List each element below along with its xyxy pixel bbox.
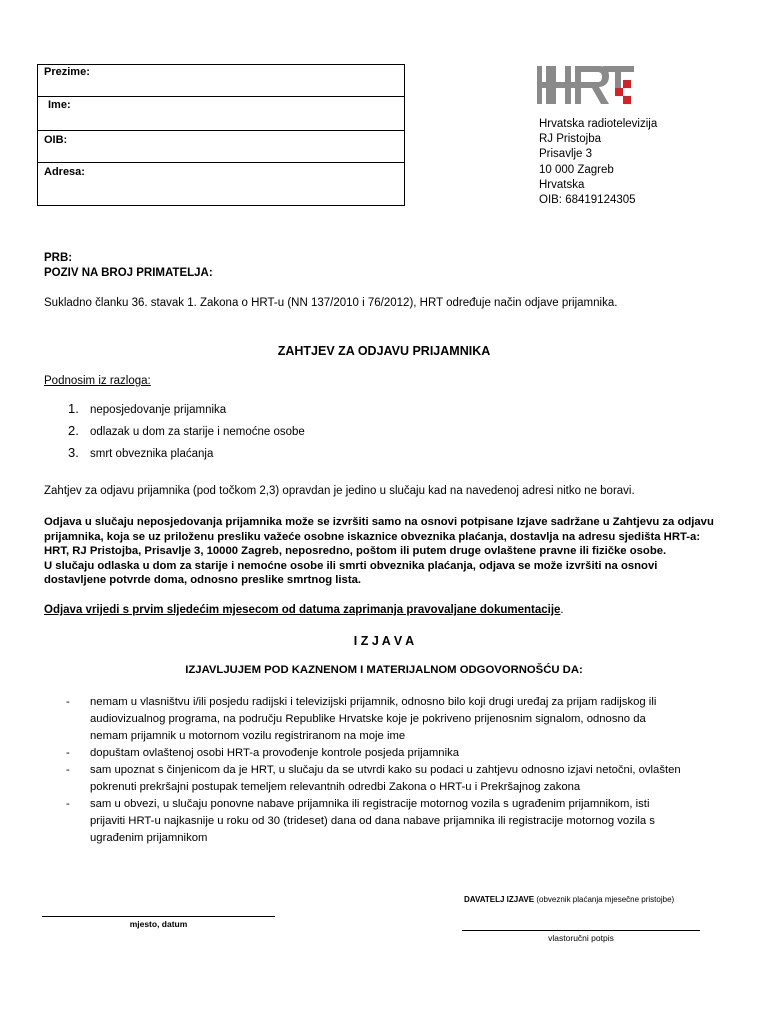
list-item <box>68 445 213 460</box>
paragraph-line: U slučaju odlaska u dom za starije i nemoćne osobe ili smrti obveznika plaćanja, odjava se može izvršiti na osnovi <box>44 559 658 572</box>
oib-label: OIB: <box>44 134 68 146</box>
recipient-line: Prisavlje 3 <box>539 148 593 161</box>
statement-dash: - <box>66 696 70 708</box>
oib-field[interactable] <box>38 131 404 163</box>
paragraph-line: dostavljene potvrde doma, odnosno preslike smrtnog lista. <box>44 574 362 587</box>
izjava-subtitle: IZJAVLJUJEM POD KAZNENOM I MATERIJALNOM ODGOVORNOŠĆU DA: <box>185 664 583 676</box>
recipient-address <box>539 117 657 208</box>
adresa-field[interactable] <box>38 163 404 207</box>
statement-text <box>90 745 710 762</box>
prezime-label: Prezime: <box>44 66 90 78</box>
statement-text <box>90 762 710 796</box>
list-text: smrt obveznika plaćanja <box>90 448 214 460</box>
statement-dash: - <box>66 747 70 759</box>
recipient-line: Hrvatska radiotelevizija <box>539 118 658 130</box>
reasons-heading: Podnosim iz razloga: <box>44 375 151 387</box>
statement-line: sam u obvezi, u slučaju ponovne nabave prijamnika ili registracije motornog vozila s ugrađenim prijamnikom, isti <box>90 798 650 810</box>
signature-line[interactable] <box>462 930 700 931</box>
paragraph-line: Odjava u slučaju neposjedovanja prijamnika može se izvršiti samo na osnovi potpisane Izjave sadržane u Zahtjevu za odjavu <box>44 516 714 528</box>
davatelj-label <box>464 895 674 904</box>
statement-line: nemam prijamnik u motornom vozilu registriranom na moje ime <box>90 729 406 742</box>
odjava-paragraph <box>44 515 744 588</box>
list-number: 3. <box>68 445 79 460</box>
hrt-logo-icon <box>537 66 634 104</box>
paragraph-line: prijamnika, koja se uz priloženu presliku važeće osobne iskaznice obveznika plaćanja, dostavlja na adresu sjedišta HRT-a: <box>44 530 701 543</box>
place-date-label: mjesto, datum <box>129 919 188 929</box>
statement-line: prijaviti HRT-u najkasnije u roku od 30 (trideset) dana od dana nabave prijamnika ili registracije motornog vozila s <box>90 814 655 827</box>
list-item <box>68 401 226 416</box>
applicant-info-box <box>37 64 405 206</box>
list-text: neposjedovanje prijamnika <box>90 404 227 416</box>
davatelj-note: (obveznik plaćanja mjesečne pristojbe) <box>536 895 675 904</box>
list-text: odlazak u dom za starije i nemoćne osobe <box>90 426 305 438</box>
statement-line: audiovizualnog programa, na području Republike Hrvatske koje je pokriveno prijenosnim signalom, odnosno da <box>90 712 646 725</box>
recipient-line: 10 000 Zagreb <box>539 163 614 176</box>
list-item <box>68 423 305 438</box>
ime-label: Ime: <box>48 99 71 111</box>
signature-label: vlastoručni potpis <box>548 933 614 943</box>
prezime-field[interactable] <box>38 65 404 97</box>
recipient-line: Hrvatska <box>539 178 585 191</box>
recipient-line: RJ Pristojba <box>539 133 601 146</box>
statement-line: pokrenuti prekršajni postupak temeljem relevantnih odredbi Zakona o HRT-u i Prekršajnog zakona <box>90 780 581 793</box>
statement-dash: - <box>66 764 70 776</box>
adresa-label: Adresa: <box>44 166 85 178</box>
statement-text <box>90 796 710 846</box>
statement-dash: - <box>66 798 70 810</box>
validity-statement: Odjava vrijedi s prvim sljedećim mjesecom od datuma zaprimanja pravovaljane dokumentacije <box>44 604 561 616</box>
note-text: Zahtjev za odjavu prijamnika (pod točkom 2,3) opravdan je jedino u slučaju kad na navedenoj adresi nitko ne boravi. <box>44 485 635 497</box>
validity-text <box>44 604 564 616</box>
validity-period: . <box>560 604 564 616</box>
izjava-title: I Z J A V A <box>353 634 415 648</box>
statement-line: ugrađenim prijamnikom <box>90 831 208 844</box>
statement-line: dopuštam ovlaštenoj osobi HRT-a provođenje kontrole posjeda prijamnika <box>90 747 460 759</box>
intro-text: Sukladno članku 36. stavak 1. Zakona o HRT-u (NN 137/2010 i 76/2012), HRT određuje način odjave prijamnika. <box>44 297 618 309</box>
page-title: ZAHTJEV ZA ODJAVU PRIJAMNIKA <box>277 344 491 358</box>
paragraph-line: HRT, RJ Pristojba, Prisavlje 3, 10000 Zagreb, neposredno, poštom ili putem druge ovlaštene pravne ili fizičke osobe. <box>44 545 667 558</box>
statement-text <box>90 694 710 744</box>
list-number: 2. <box>68 423 79 438</box>
poziv-label: POZIV NA BROJ PRIMATELJA: <box>44 267 213 279</box>
recipient-line: OIB: 68419124305 <box>539 194 636 207</box>
statement-line: nemam u vlasništvu i/ili posjedu radijski i televizijski prijamnik, odnosno bilo koji drugi uređaj za prijam radijskog ili <box>90 696 657 708</box>
davatelj-title: DAVATELJ IZJAVE <box>464 895 535 904</box>
ime-field[interactable] <box>38 97 404 131</box>
place-date-line[interactable] <box>42 916 275 917</box>
prb-label: PRB: <box>44 252 73 264</box>
statement-line: sam upoznat s činjenicom da je HRT, u slučaju da se utvrdi kako su podaci u zahtjevu odnosno izjavi netočni, ovlašten <box>90 764 681 776</box>
list-number: 1. <box>68 401 79 416</box>
